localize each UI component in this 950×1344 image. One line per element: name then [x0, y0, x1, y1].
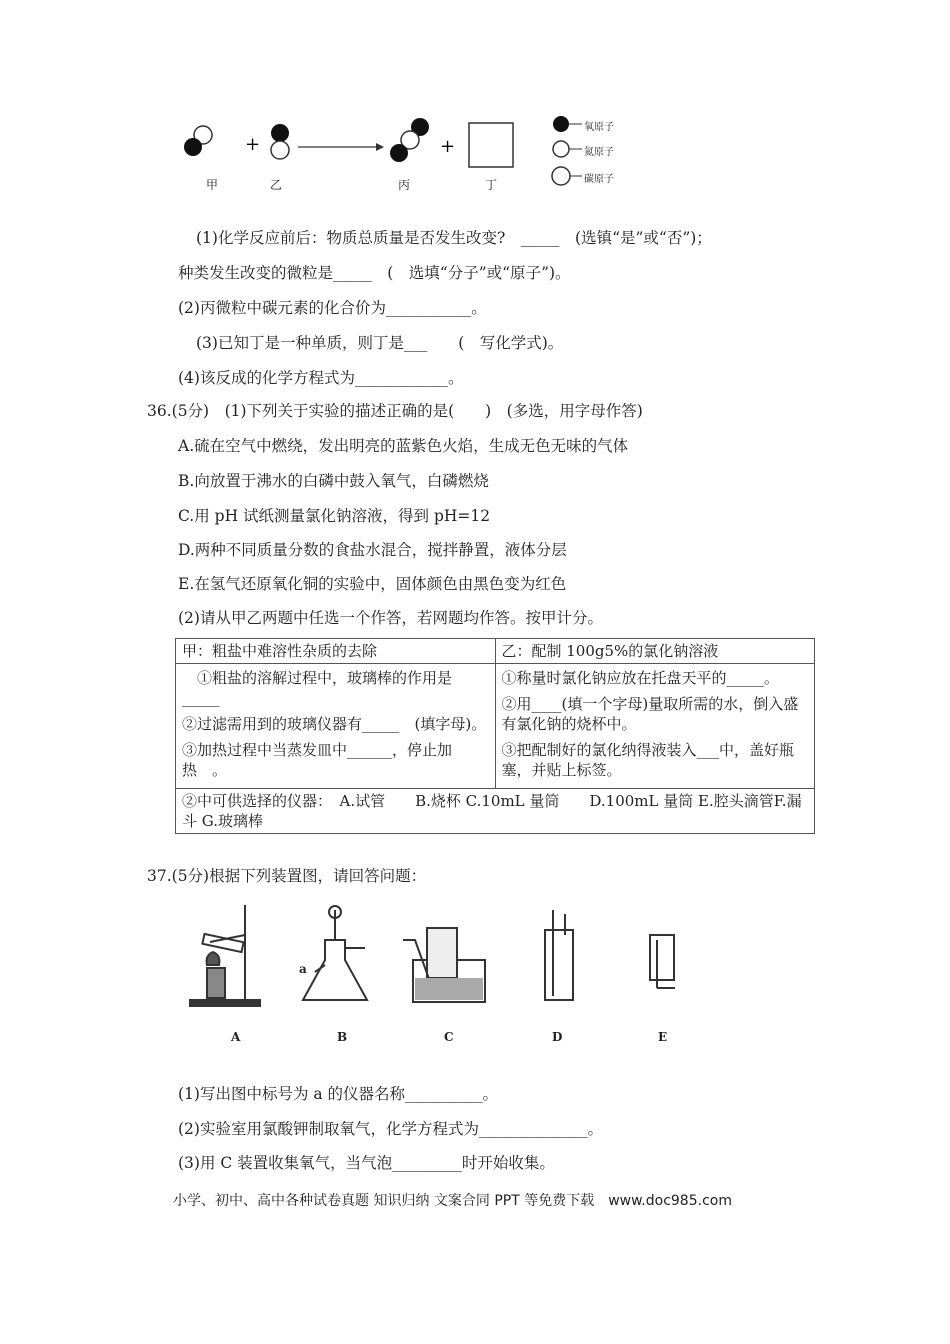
q36-part2: (2)请从甲乙两题中任选一个作答，若网题均作答。按甲计分。	[178, 609, 603, 627]
jia-title: 甲：粗盐中难溶性杂质的去除	[176, 639, 496, 664]
jia-item-2: ②过滤需用到的玻璃仪器有_____ (填字母)。	[182, 715, 487, 733]
label-ding: 丁	[485, 178, 498, 192]
molecule-bing	[390, 118, 429, 162]
q36-table	[175, 638, 815, 834]
yi-item-2: ②用____(填一个字母)量取所需的水，倒入盛有氯化钠的烧杯中。	[501, 695, 799, 733]
q36-option-b: B.向放置于沸水的白磷中鼓入氧气，白磷燃烧	[178, 472, 489, 490]
q35-line1: (1)化学反应前后：物质总质量是否发生改变? _____ (选镇“是”或“否”)；	[196, 229, 712, 247]
apparatus-diagram	[185, 900, 705, 1020]
q36-option-a: A.硫在空气中燃绕，发出明亮的蓝紫色火焰，生成无色无味的气体	[178, 437, 629, 455]
q36-option-d: D.两种不同质量分数的食盐水混合，搅拌静置，液体分层	[178, 541, 567, 559]
footer-text: 小学、初中、高中各种试卷真题 知识归纳 文案合同 PPT 等免费下载 www.doc985.com	[173, 1193, 732, 1209]
q37-head: 37.(5分)根据下列装置图，请回答问题：	[147, 867, 427, 885]
yi-item-1: ①称量时氯化钠应放在托盘天平的_____。	[501, 669, 780, 687]
legend	[552, 116, 582, 185]
label-yi: 乙	[270, 178, 283, 192]
q35-line4: (3)已知丁是一种单质，则丁是___ ( 写化学式)。	[196, 334, 564, 352]
molecule-yi	[271, 124, 289, 159]
legend-oxygen: 氧原子	[584, 122, 614, 133]
jia-cell	[176, 664, 496, 789]
label-jia: 甲	[206, 178, 219, 192]
label-a-instrument: a	[299, 962, 307, 976]
jia-item-3: ③加热过程中当蒸发皿中______，停止加热 。	[182, 741, 453, 779]
legend-carbon: 碳原子	[584, 174, 614, 185]
jia-item-1: ①粗盐的溶解过程中，玻璃棒的作用是_____	[182, 669, 453, 707]
apparatus-a	[190, 905, 260, 1006]
apparatus-b	[303, 906, 367, 1000]
legend-nitrogen: 氮原子	[584, 147, 614, 158]
q36-option-e: E.在氢气还原氧化铜的实验中，固体颜色由黑色变为红色	[178, 575, 567, 593]
yi-cell	[495, 664, 815, 789]
q37-line3: (3)用 C 装置收集氧气，当气泡_________时开始收集。	[178, 1154, 555, 1172]
q37-line2: (2)实验室用氯酸钾制取氧气，化学方程式为______________。	[178, 1120, 603, 1138]
q36-head: 36.(5分) (1)下列关于实验的描述正确的是( ) (多选，用字母作答)	[147, 402, 643, 420]
yi-item-3: ③把配制好的氯化纳得液装入___中，盖好瓶塞，并贴上标签。	[501, 741, 795, 779]
apparatus-label-a: A	[231, 1030, 241, 1044]
q35-line5: (4)该反成的化学方程式为____________。	[178, 369, 464, 387]
svg-text:+: +	[440, 136, 456, 157]
yi-title: 乙：配制 100g5%的氯化钠溶液	[495, 639, 815, 664]
apparatus-label-e: E	[658, 1030, 668, 1044]
plus-sign: +	[245, 134, 261, 155]
q36-option-c: C.用 pH 试纸测量氯化钠溶液，得到 pH=12	[178, 507, 491, 525]
apparatus-e	[650, 935, 675, 988]
q37-line1: (1)写出图中标号为 a 的仪器名称__________。	[178, 1085, 499, 1103]
molecule-jia	[184, 126, 212, 156]
molecule-ding-box	[469, 123, 513, 167]
apparatus-label-c: C	[444, 1030, 454, 1044]
apparatus-label-b: B	[337, 1030, 348, 1044]
q35-line3: (2)丙微粒中碳元素的化合价为___________。	[178, 299, 487, 317]
apparatus-c	[403, 928, 485, 1002]
apparatus-label-d: D	[552, 1030, 563, 1044]
label-bing: 丙	[398, 178, 411, 192]
q35-line2: 种类发生改变的微粒是_____ ( 选填“分子”或“原子”)。	[178, 264, 571, 282]
options-cell: ②中可供选择的仪器： A.试管 B.烧杯 C.10mL 量筒 D.100mL 量筒 E.腔头滴管F.漏斗 G.玻璃棒	[176, 789, 815, 834]
apparatus-d	[545, 910, 573, 1000]
